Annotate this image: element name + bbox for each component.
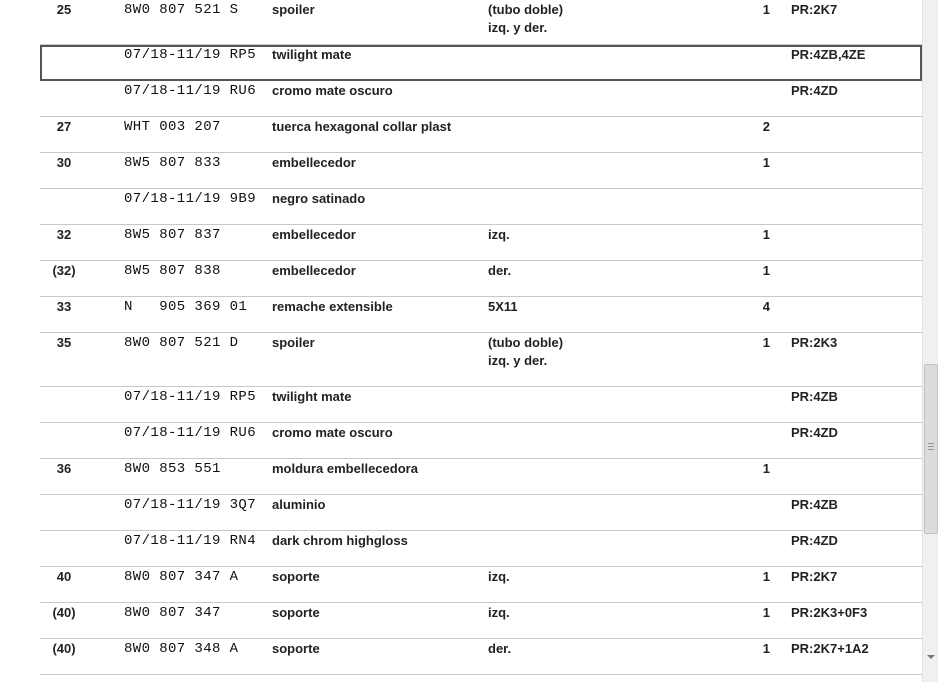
model-data-cell: PR:4ZD xyxy=(791,83,838,98)
description-cell: embellecedor xyxy=(272,227,356,242)
quantity-cell: 1 xyxy=(762,461,770,476)
remark-line: der. xyxy=(488,641,512,656)
description-cell: twilight mate xyxy=(272,47,352,62)
part-number-cell: 07/18-11/19 9B9 xyxy=(124,191,257,207)
position-cell: 33 xyxy=(56,299,72,314)
position-cell: 35 xyxy=(56,335,72,350)
table-row[interactable] xyxy=(40,81,922,117)
position-cell: (40) xyxy=(52,605,76,620)
part-number-cell: WHT 003 207 xyxy=(124,119,221,135)
remark-cell xyxy=(488,334,563,370)
part-number-cell: 8W0 807 347 A xyxy=(124,569,239,585)
table-row[interactable] xyxy=(40,459,922,495)
description-cell: twilight mate xyxy=(272,389,352,404)
table-row[interactable] xyxy=(40,189,922,225)
part-number-cell: 8W0 853 551 xyxy=(124,461,221,477)
remark-cell xyxy=(488,262,511,280)
part-number-cell: 07/18-11/19 3Q7 xyxy=(124,497,257,513)
position-cell: 32 xyxy=(56,227,72,242)
table-row[interactable] xyxy=(40,45,922,81)
model-data-cell: PR:4ZD xyxy=(791,533,838,548)
description-cell: moldura embellecedora xyxy=(272,461,418,476)
table-row[interactable] xyxy=(40,261,922,297)
description-cell: embellecedor xyxy=(272,155,356,170)
table-row[interactable] xyxy=(40,0,922,45)
vertical-scrollbar[interactable] xyxy=(922,0,938,682)
description-cell: remache extensible xyxy=(272,299,393,314)
remark-line: izq. xyxy=(488,569,510,584)
description-cell: spoiler xyxy=(272,2,315,17)
quantity-cell: 1 xyxy=(762,155,770,170)
quantity-cell: 1 xyxy=(762,263,770,278)
position-cell: 30 xyxy=(56,155,72,170)
description-cell: soporte xyxy=(272,641,320,656)
quantity-cell: 1 xyxy=(762,2,770,17)
part-number-cell: 8W0 807 348 A xyxy=(124,641,239,657)
table-row[interactable] xyxy=(40,297,922,333)
remark-line: (tubo doble) xyxy=(488,2,564,17)
part-number-cell: 8W5 807 833 xyxy=(124,155,221,171)
description-cell: spoiler xyxy=(272,335,315,350)
description-cell: dark chrom highgloss xyxy=(272,533,408,548)
quantity-cell: 1 xyxy=(762,227,770,242)
remark-line: izq. xyxy=(488,227,510,242)
description-cell: cromo mate oscuro xyxy=(272,83,393,98)
table-row[interactable] xyxy=(40,423,922,459)
table-row[interactable] xyxy=(40,603,922,639)
position-cell: (40) xyxy=(52,641,76,656)
scrollbar-grip-icon xyxy=(928,443,934,451)
table-row[interactable] xyxy=(40,531,922,567)
remark-line: izq. xyxy=(488,605,510,620)
model-data-cell: PR:2K3+0F3 xyxy=(791,605,868,620)
model-data-cell: PR:2K3 xyxy=(791,335,838,350)
part-number-cell: 8W5 807 838 xyxy=(124,263,221,279)
quantity-cell: 1 xyxy=(762,641,770,656)
part-number-cell: 8W0 807 521 S xyxy=(124,2,239,18)
remark-line: 5X11 xyxy=(488,299,518,314)
model-data-cell: PR:4ZD xyxy=(791,425,838,440)
position-cell: (32) xyxy=(52,263,76,278)
position-cell: 25 xyxy=(56,2,72,17)
part-number-cell: 8W0 807 521 D xyxy=(124,335,239,351)
part-number-cell: 8W0 807 347 xyxy=(124,605,221,621)
model-data-cell: PR:2K7 xyxy=(791,2,838,17)
remark-cell xyxy=(488,298,518,316)
part-number-cell: 07/18-11/19 RP5 xyxy=(124,389,257,405)
model-data-cell: PR:4ZB xyxy=(791,497,838,512)
table-row[interactable] xyxy=(40,153,922,189)
remark-line: izq. y der. xyxy=(488,353,548,368)
table-row[interactable] xyxy=(40,117,922,153)
remark-cell xyxy=(488,226,510,244)
quantity-cell: 2 xyxy=(762,119,770,134)
remark-line: izq. y der. xyxy=(488,20,548,35)
model-data-cell: PR:4ZB xyxy=(791,389,838,404)
part-number-cell: 07/18-11/19 RP5 xyxy=(124,47,257,63)
description-cell: embellecedor xyxy=(272,263,356,278)
position-cell: 40 xyxy=(56,569,72,584)
remark-cell xyxy=(488,568,510,586)
position-cell: 27 xyxy=(56,119,72,134)
table-row[interactable] xyxy=(40,639,922,675)
scroll-down-arrow-icon[interactable] xyxy=(927,655,935,659)
parts-table xyxy=(40,0,922,675)
table-row[interactable] xyxy=(40,567,922,603)
part-number-cell: N 905 369 01 xyxy=(124,299,248,315)
part-number-cell: 07/18-11/19 RU6 xyxy=(124,425,257,441)
model-data-cell: PR:2K7+1A2 xyxy=(791,641,869,656)
quantity-cell: 1 xyxy=(762,335,770,350)
remark-cell xyxy=(488,604,510,622)
scrollbar-thumb[interactable] xyxy=(924,364,938,534)
quantity-cell: 4 xyxy=(762,299,770,314)
part-number-cell: 07/18-11/19 RN4 xyxy=(124,533,257,549)
table-row[interactable] xyxy=(40,333,922,387)
remark-cell xyxy=(488,640,511,658)
quantity-cell: 1 xyxy=(762,569,770,584)
position-cell: 36 xyxy=(56,461,72,476)
description-cell: cromo mate oscuro xyxy=(272,425,393,440)
remark-cell xyxy=(488,1,563,37)
description-cell: aluminio xyxy=(272,497,326,512)
remark-line: der. xyxy=(488,263,512,278)
table-row[interactable] xyxy=(40,225,922,261)
table-row[interactable] xyxy=(40,495,922,531)
description-cell: soporte xyxy=(272,569,320,584)
table-row[interactable] xyxy=(40,387,922,423)
description-cell: negro satinado xyxy=(272,191,366,206)
part-number-cell: 8W5 807 837 xyxy=(124,227,221,243)
part-number-cell: 07/18-11/19 RU6 xyxy=(124,83,257,99)
model-data-cell: PR:4ZB,4ZE xyxy=(791,47,866,62)
description-cell: tuerca hexagonal collar plast xyxy=(272,119,452,134)
description-cell: soporte xyxy=(272,605,320,620)
model-data-cell: PR:2K7 xyxy=(791,569,838,584)
quantity-cell: 1 xyxy=(762,605,770,620)
remark-line: (tubo doble) xyxy=(488,335,564,350)
